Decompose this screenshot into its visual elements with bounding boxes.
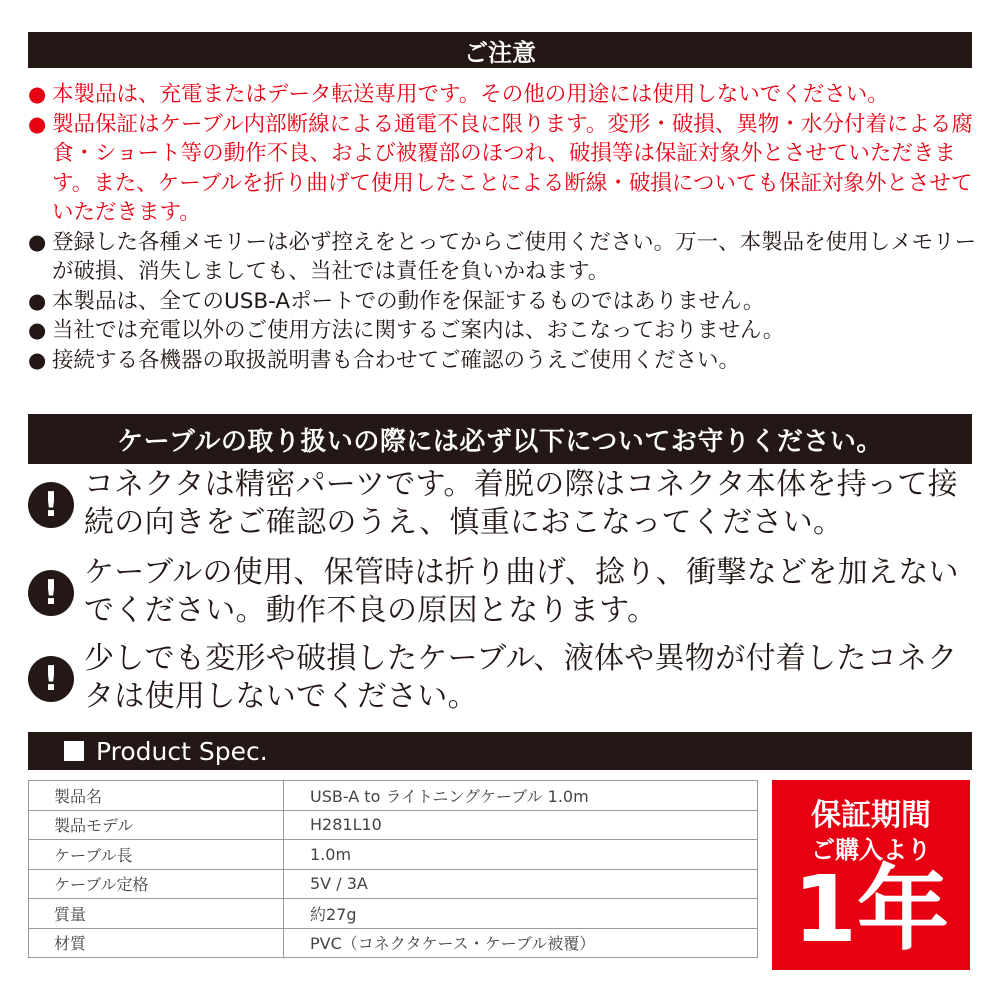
handling-item-text: ケーブルの使用、保管時は折り曲げ、捻り、衝撃などを加えないでください。動作不良の原因となります。 [84,555,959,628]
handling-item-text: コネクタは精密パーツです。着脱の際はコネクタ本体を持って接続の向きをご確認のうえ、慎重におこなってください。 [84,467,958,540]
spec-value: 5V / 3A [284,869,758,899]
caution-item-text: 接続する各機器の取扱説明書も合わせてご確認のうえご使用ください。 [52,347,741,373]
warranty-title: 保証期間 [811,798,931,833]
table-row [29,810,758,840]
bullet-icon: ● [28,318,47,342]
table-row [29,928,758,958]
warranty-badge [772,780,970,970]
bullet-icon: ● [28,111,47,136]
handling-item [28,466,978,542]
handling-item-text: 少しでも変形や破損したケーブル、液体や異物が付着したコネクタは使用しないでください。 [84,641,958,714]
caution-item-text: 製品保証はケーブル内部断線による通電不良に限ります。変形・破損、異物・水分付着による腐食・ショート等の動作不良、および被覆部のほつれ、破損等は保証対象外とさせていただきます。また、ケーブルを折り曲げて使用したことによる断線・破損についても保証対象外とさせていただきます。 [52,111,973,225]
spec-value: 1.0m [284,840,758,870]
spec-title: Product Spec. [96,736,268,766]
spec-value: 約27g [284,899,758,929]
spec-label: 材質 [29,928,284,958]
caution-item-text: 当社では充電以外のご使用方法に関するご案内は、おこなっておりません。 [52,318,785,343]
spec-value: PVC（コネクタケース・ケーブル被覆） [284,928,758,958]
caution-title: ご注意 [464,38,536,67]
exclamation-icon: ! [28,570,74,616]
caution-item [28,287,978,317]
caution-item-text: 登録した各種メモリーは必ず控えをとってからご使用ください。万一、本製品を使用しメモリーが破損、消失しましても、当社では責任を負いかねます。 [52,229,977,284]
exclamation-icon: ! [28,656,74,702]
bullet-icon: ● [28,82,47,106]
spec-header [28,732,972,770]
spec-label: ケーブル長 [29,840,284,870]
spec-label: 質量 [29,899,284,929]
table-row [29,869,758,899]
bullet-icon: ● [28,347,47,372]
caution-item [28,110,978,228]
caution-item [28,228,978,287]
spec-label: 製品名 [29,781,284,811]
handling-header [28,414,972,464]
spec-label: ケーブル定格 [29,869,284,899]
caution-item [28,346,978,376]
handling-title: ケーブルの取り扱いの際には必ず以下についてお守りください。 [117,426,883,457]
handling-item [28,554,978,630]
caution-item [28,316,978,346]
spec-label: 製品モデル [29,810,284,840]
table-row [29,781,758,811]
bullet-icon: ● [28,288,47,313]
caution-item-text: 本製品は、充電またはデータ転送専用です。その他の用途には使用しないでください。 [52,82,889,107]
bullet-icon: ● [28,229,47,254]
spec-value: USB-A to ライトニングケーブル 1.0m [284,781,758,811]
spec-value: H281L10 [284,810,758,840]
exclamation-icon: ! [28,482,74,528]
caution-item [28,80,978,110]
spec-table [28,780,758,958]
warranty-period: 1年 [792,856,949,963]
caution-list [28,80,978,375]
table-row [29,840,758,870]
caution-item-text: 本製品は、全てのUSB-Aポートでの動作を保証するものではありません。 [52,288,765,314]
table-row [29,899,758,929]
caution-header [28,32,972,68]
warranty-subtitle: ご購入より [811,836,931,864]
handling-item [28,640,978,716]
square-icon [64,741,84,761]
